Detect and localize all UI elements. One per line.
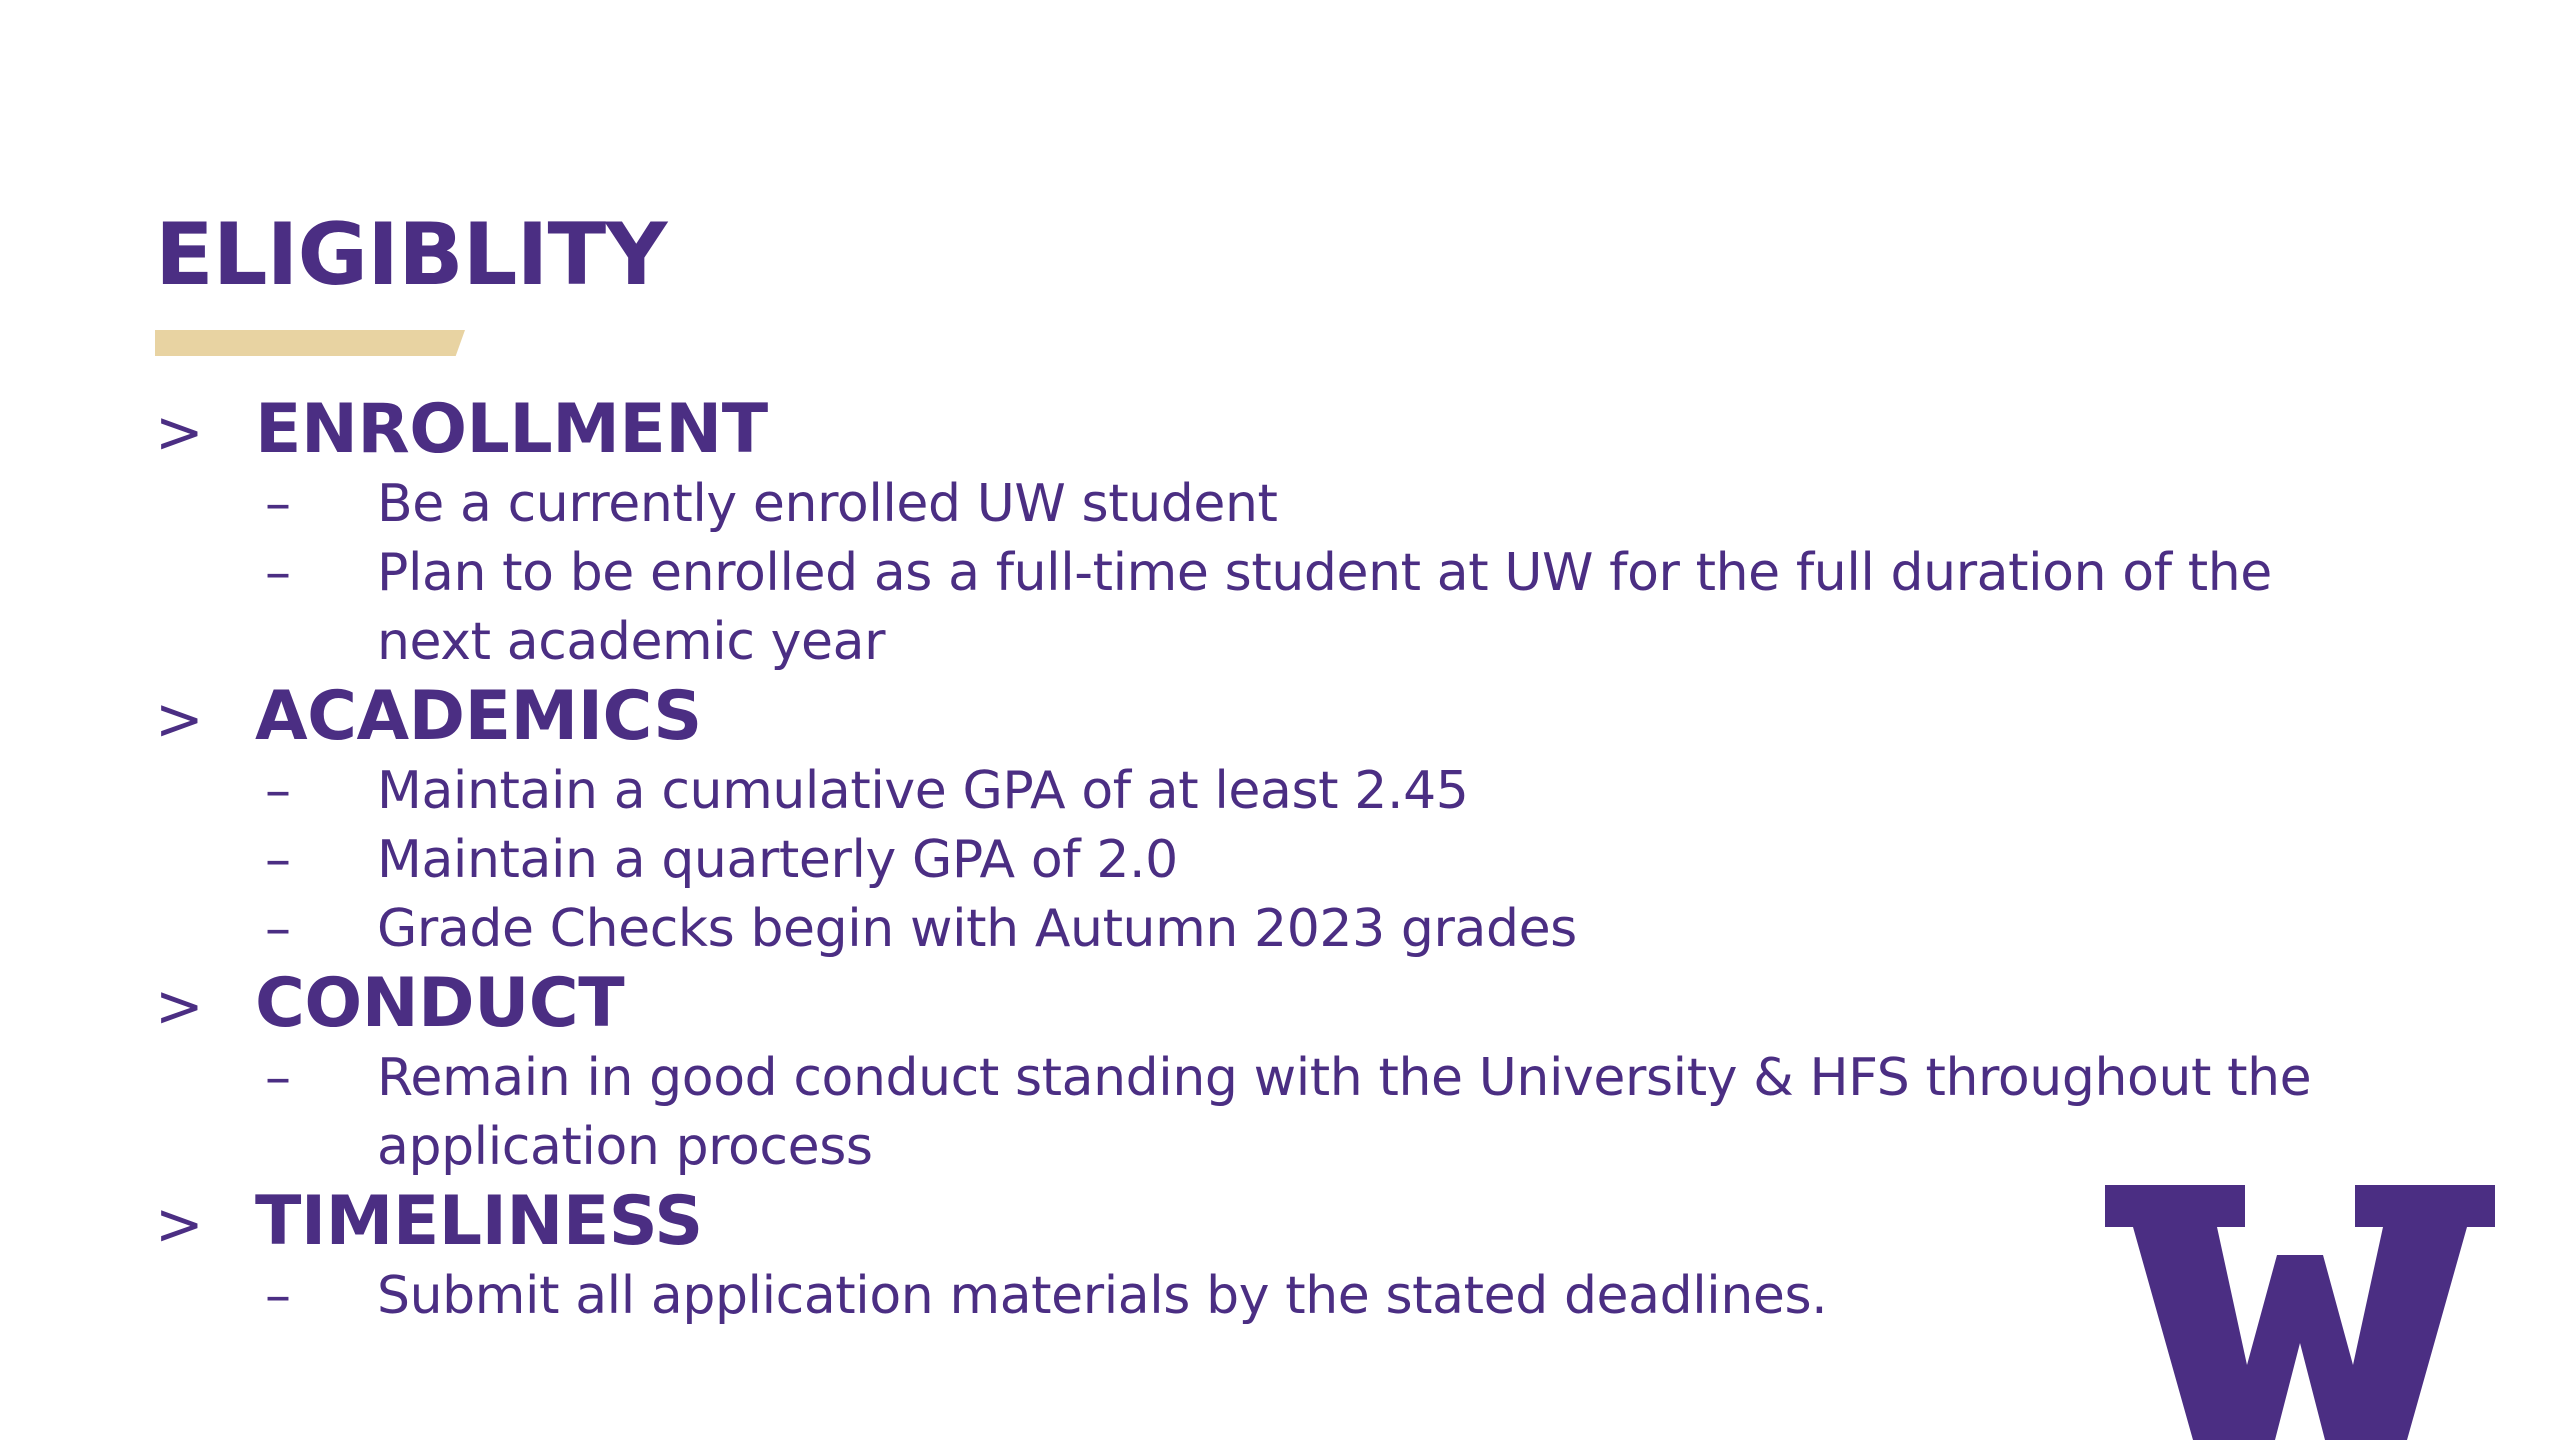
list-item-text: Maintain a cumulative GPA of at least 2.45 [377, 761, 1469, 821]
section-items [155, 1044, 2395, 1182]
chevron-right-icon: > [155, 972, 204, 1040]
dash-bullet: – [265, 761, 291, 821]
section-title: TIMELINESS [255, 1182, 703, 1261]
section-title: CONDUCT [255, 964, 625, 1043]
dash-bullet: – [265, 1266, 291, 1326]
section-header [155, 677, 2395, 757]
section-header [155, 390, 2395, 470]
dash-bullet: – [265, 899, 291, 959]
list-item [155, 826, 2395, 895]
dash-bullet: – [265, 1048, 291, 1108]
list-item [155, 539, 2395, 677]
list-item-text: Plan to be enrolled as a full-time student at UW for the full duration of the next academic year [377, 543, 2272, 672]
section-enrollment [155, 390, 2395, 677]
list-item-text: Grade Checks begin with Autumn 2023 grades [377, 899, 1577, 959]
chevron-right-icon: > [155, 398, 204, 466]
chevron-right-icon: > [155, 1190, 204, 1258]
section-conduct [155, 964, 2395, 1182]
list-item-text: Submit all application materials by the stated deadlines. [377, 1266, 1828, 1326]
section-title: ACADEMICS [255, 677, 702, 756]
dash-bullet: – [265, 543, 291, 603]
chevron-right-icon: > [155, 685, 204, 753]
section-header [155, 964, 2395, 1044]
section-academics [155, 677, 2395, 964]
dash-bullet: – [265, 474, 291, 534]
list-item [155, 1044, 2395, 1182]
list-item [155, 757, 2395, 826]
section-items [155, 470, 2395, 677]
eligibility-content [155, 390, 2395, 1331]
list-item-text: Be a currently enrolled UW student [377, 474, 1278, 534]
list-item [155, 1262, 2395, 1331]
title-underline [155, 330, 465, 356]
section-items [155, 757, 2395, 964]
section-title: ENROLLMENT [255, 390, 768, 469]
list-item [155, 895, 2395, 964]
dash-bullet: – [265, 830, 291, 890]
section-items [155, 1262, 2395, 1331]
section-timeliness [155, 1182, 2395, 1331]
list-item-text: Maintain a quarterly GPA of 2.0 [377, 830, 1178, 890]
list-item-text: Remain in good conduct standing with the University & HFS throughout the application process [377, 1048, 2312, 1177]
uw-w-logo-icon [2105, 1185, 2495, 1440]
slide-title: ELIGIBLITY [155, 205, 667, 305]
section-header [155, 1182, 2395, 1262]
uw-w-logo-shape [2105, 1185, 2495, 1440]
list-item [155, 470, 2395, 539]
